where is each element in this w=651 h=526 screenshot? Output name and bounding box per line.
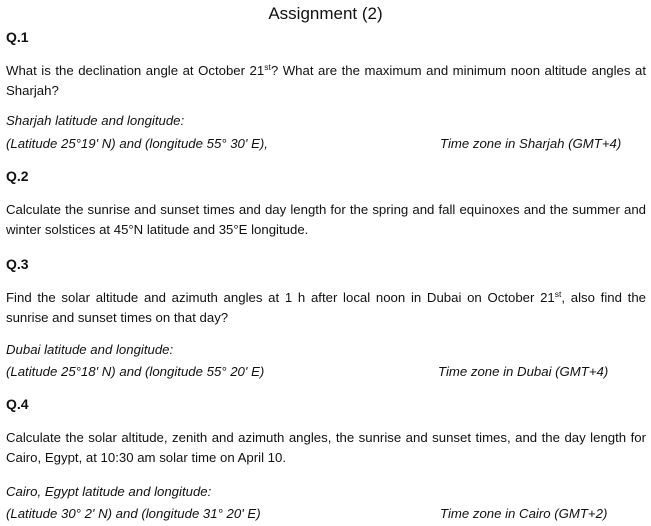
q3-superscript: st [554, 289, 562, 299]
page-title: Assignment (2) [268, 4, 383, 23]
q1-timezone: Time zone in Sharjah (GMT+4) [440, 136, 622, 151]
q3-text-a: Find the solar altitude and azimuth angles at 1 h after local noon in Dubai on October 21 [6, 290, 555, 305]
q4-label: Q.4 [6, 396, 29, 412]
q4-question: Calculate the solar altitude, zenith and azimuth angles, the sunrise and sunset times, and the day length for Cairo, Egypt, at 10:30 am solar time on April 10. [6, 430, 646, 465]
q1-superscript: st [264, 62, 271, 72]
q1-text-b: ? What are the maximum and minimum noon altitude angles at Sharjah? [6, 63, 646, 98]
q1-question [6, 61, 646, 101]
q3-text-b: , also find the sunrise and sunset times on that day? [6, 290, 646, 325]
q4-timezone: Time zone in Cairo (GMT+2) [440, 506, 608, 521]
q3-question [6, 288, 646, 328]
q4-location-heading: Cairo, Egypt latitude and longitude: [6, 484, 212, 499]
q2-question: Calculate the sunrise and sunset times and day length for the spring and fall equinoxes and the summer and winter solstices at 45°N latitude and 35°E longitude. [6, 202, 646, 237]
q3-label: Q.3 [6, 256, 29, 272]
q4-coordinates: (Latitude 30° 2' N) and (longitude 31° 20' E) [6, 506, 261, 521]
q1-text-a: What is the declination angle at October 21 [6, 63, 265, 78]
q3-location-heading: Dubai latitude and longitude: [6, 342, 174, 357]
q1-location-heading: Sharjah latitude and longitude: [6, 113, 185, 128]
q1-label: Q.1 [6, 29, 29, 45]
q3-timezone: Time zone in Dubai (GMT+4) [438, 364, 609, 379]
q3-coordinates: (Latitude 25°18' N) and (longitude 55° 20' E) [6, 364, 265, 379]
q1-coordinates: (Latitude 25°19' N) and (longitude 55° 30' E), [6, 136, 268, 151]
q2-label: Q.2 [6, 168, 29, 184]
